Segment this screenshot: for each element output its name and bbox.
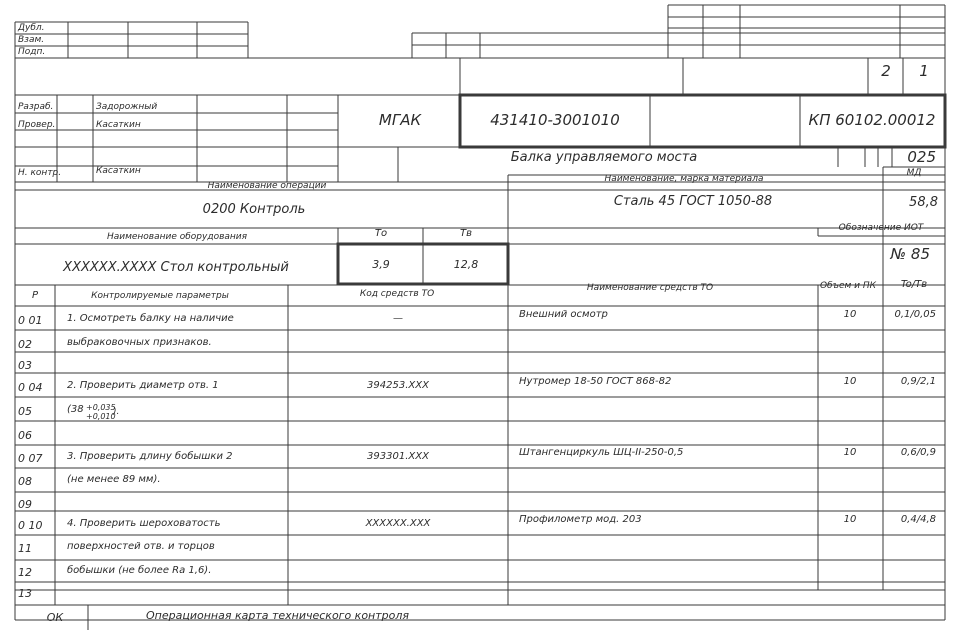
name-norm-control: Касаткин xyxy=(96,166,141,176)
tolerance-upper: +0,035 xyxy=(86,403,116,412)
role-norm-control: Н. контр. xyxy=(18,168,62,178)
row-means: Штангенциркуль ШЦ-II-250-0,5 xyxy=(519,447,684,458)
row-code: 394253.XXX xyxy=(367,380,429,391)
col-means-header: Наименование средств ТО xyxy=(586,283,714,293)
row-volume: 10 xyxy=(843,514,857,525)
row-parameter: (38 xyxy=(67,404,84,415)
row-number: 0 10 xyxy=(18,519,43,532)
row-time: 0,9/2,1 xyxy=(900,376,936,387)
tv-header: Tв xyxy=(459,228,473,239)
stamp-vzam: Взам. xyxy=(18,35,45,45)
footer-code: ОК xyxy=(46,611,64,624)
to-header: Tо xyxy=(374,228,388,239)
row-parameter: выбраковочных признаков. xyxy=(67,337,212,348)
row-volume: 10 xyxy=(843,376,857,387)
row-parameter: 1. Осмотреть балку на наличие xyxy=(67,313,234,324)
md-value: 58,8 xyxy=(909,195,938,210)
role-checker: Провер. xyxy=(18,120,56,130)
equipment-name: XXXXXX.XXXX Стол контрольный xyxy=(63,260,289,275)
row-time: 0,1/0,05 xyxy=(894,309,936,320)
part-code: 025 xyxy=(907,148,936,166)
row-volume: 10 xyxy=(843,447,857,458)
material-header: Наименование, марка материала xyxy=(604,174,764,184)
iot-header: Обозначение ИОТ xyxy=(838,223,924,233)
row-number: 06 xyxy=(18,429,32,442)
row-number: 0 01 xyxy=(18,314,43,327)
sheets-total: 2 xyxy=(881,62,891,80)
row-means: Профилометр мод. 203 xyxy=(519,514,642,525)
row-parameter: 4. Проверить шероховатость xyxy=(67,518,221,529)
part-name: Балка управляемого моста xyxy=(510,150,698,165)
row-number: 13 xyxy=(18,587,32,600)
document-code: КП 60102.00012 xyxy=(808,111,936,129)
row-code: — xyxy=(393,313,403,324)
col-time-header: To/Tв xyxy=(900,279,928,290)
row-parameter: 3. Проверить длину бобышки 2 xyxy=(67,451,233,462)
row-code: 393301.XXX xyxy=(367,451,429,462)
operation-name: 0200 Контроль xyxy=(202,202,306,217)
tv-value: 12,8 xyxy=(453,258,479,271)
tolerance-close: ). xyxy=(113,407,120,417)
md-header: МД xyxy=(906,168,922,178)
col-p-header: Р xyxy=(31,290,39,301)
operation-name-header: Наименование операции xyxy=(207,181,327,191)
row-parameter: бобышки (не более Ra 1,6). xyxy=(67,565,212,576)
row-parameter: поверхностей отв. и торцов xyxy=(67,541,215,552)
row-volume: 10 xyxy=(843,309,857,320)
footer-title: Операционная карта технического контроля xyxy=(146,609,410,622)
name-checker: Касаткин xyxy=(96,120,141,130)
row-means: Внешний осмотр xyxy=(519,309,608,320)
stamp-dubl: Дубл. xyxy=(18,23,45,33)
row-number: 0 07 xyxy=(18,452,43,465)
row-number: 12 xyxy=(18,566,32,579)
row-number: 05 xyxy=(18,405,32,418)
row-code: XXXXXX.XXX xyxy=(365,518,431,529)
row-means: Нутромер 18-50 ГОСТ 868-82 xyxy=(519,376,672,387)
stamp-podp: Подп. xyxy=(18,47,46,57)
role-developer: Разраб. xyxy=(18,102,54,112)
row-number: 02 xyxy=(18,338,32,351)
row-number: 09 xyxy=(18,498,32,511)
row-number: 0 04 xyxy=(18,381,43,394)
name-developer: Задорожный xyxy=(96,102,158,112)
row-number: 11 xyxy=(18,542,32,555)
tolerance-lower: +0,010 xyxy=(86,412,116,421)
material: Сталь 45 ГОСТ 1050-88 xyxy=(613,194,773,209)
row-number: 03 xyxy=(18,359,32,372)
to-value: 3,9 xyxy=(372,258,390,271)
col-code-header: Код средств ТО xyxy=(359,289,435,299)
row-parameter: (не менее 89 мм). xyxy=(67,474,161,485)
col-volume-header: Объем и ПК xyxy=(819,281,877,291)
equipment-header: Наименование оборудования xyxy=(106,232,248,242)
part-number: 431410-3001010 xyxy=(490,111,620,129)
row-number: 08 xyxy=(18,475,32,488)
iot-number: № 85 xyxy=(890,245,930,263)
row-parameter: 2. Проверить диаметр отв. 1 xyxy=(67,380,219,391)
sheet-current: 1 xyxy=(919,62,929,80)
organization: МГАК xyxy=(378,111,422,129)
col-params-header: Контролируемые параметры xyxy=(91,291,229,301)
row-time: 0,6/0,9 xyxy=(900,447,936,458)
row-time: 0,4/4,8 xyxy=(900,514,936,525)
